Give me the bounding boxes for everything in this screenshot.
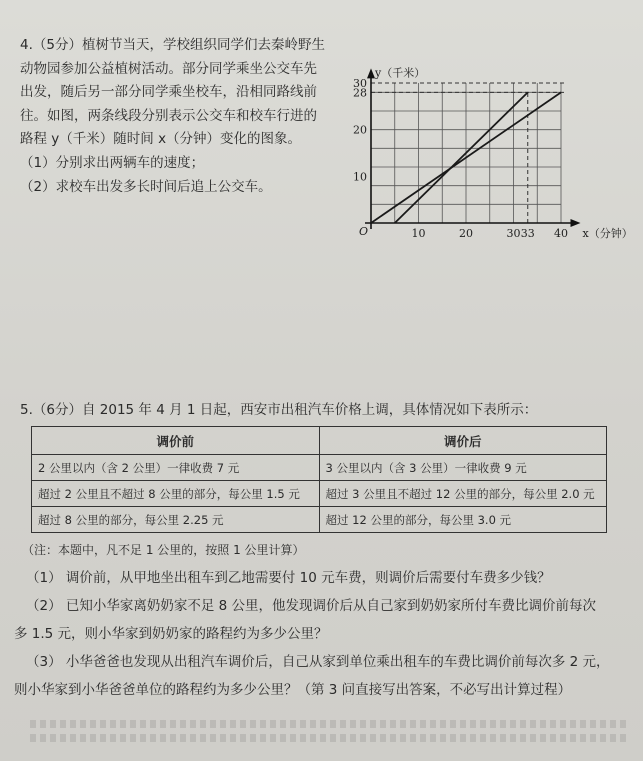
question-4 (20, 34, 350, 199)
table-row (32, 507, 607, 533)
cell-before: 2 公里以内（含 2 公里）一律收费 7 元 (32, 455, 320, 481)
q5-sub-1: （1） 调价前，从甲地坐出租车到乙地需要付 10 元车费，则调价后需要付车费多少钱？ (26, 570, 551, 586)
table-row (32, 455, 607, 481)
question-5 (14, 398, 634, 704)
q5-sub-3b: 则小华家到小华爸爸单位的路程约为多少公里？（第 3 问直接写出答案，不必写出计算过程） (14, 682, 572, 698)
graph-svg (343, 40, 643, 260)
q5-sub-2a: （2） 已知小华家离奶奶家不足 8 公里，他发现调价后从自己家到奶奶家所付车费比调价前每次 (26, 598, 597, 614)
school-bus-line (395, 92, 528, 223)
distance-time-graph (343, 40, 643, 260)
x-tick-label: 30 (506, 227, 521, 240)
y-tick-label: 28 (353, 86, 367, 100)
x-tick-label: 10 (411, 227, 426, 240)
q5-sub-3a: （3） 小华爸爸也发现从出租汽车调价后，自己从家到单位乘出租车的车费比调价前每次多 2 元， (26, 654, 610, 670)
y-tick-label: 20 (353, 123, 367, 137)
q5-note: （注：本题中，凡不足 1 公里的，按照 1 公里计算） (22, 543, 305, 557)
x-tick-label: 33 (520, 227, 535, 240)
q4-line-5: 路程 y（千米）随时间 x（分钟）变化的图象。 (20, 131, 302, 148)
cell-after: 超过 12 公里的部分，每公里 3.0 元 (319, 507, 607, 533)
cell-after: 超过 3 公里且不超过 12 公里的部分，每公里 2.0 元 (319, 481, 607, 507)
q4-part-2: （2）求校车出发多长时间后追上公交车。 (20, 178, 272, 195)
header-before: 调价前 (32, 427, 320, 455)
q5-subquestions (14, 564, 634, 704)
origin-label: O (359, 225, 369, 238)
x-axis-arrow-icon (571, 219, 581, 227)
q5-intro: 5.（6分）自 2015 年 4 月 1 日起，西安市出租汽车价格上调，具体情况如下表所示： (20, 402, 538, 418)
fare-table (31, 426, 607, 533)
header-after: 调价后 (319, 427, 607, 455)
y-axis-label: y（千米） (375, 66, 426, 80)
x-tick-label: 20 (459, 227, 473, 240)
cell-before: 超过 2 公里且不超过 8 公里的部分，每公里 1.5 元 (32, 481, 320, 507)
x-tick-label: 40 (554, 227, 568, 240)
y-tick-label: 10 (353, 170, 367, 184)
q4-line-3: 出发，随后另一部分同学乘坐校车，沿相同路线前 (20, 84, 317, 101)
table-row (32, 481, 607, 507)
q4-line-1: 4.（5分）植树节当天，学校组织同学们去秦岭野生 (20, 37, 325, 53)
y-tick-label: 30 (353, 77, 367, 90)
cell-before: 超过 8 公里的部分，每公里 2.25 元 (32, 507, 320, 533)
q5-sub-2b: 多 1.5 元，则小华家到奶奶家的路程约为多少公里？ (14, 626, 328, 642)
cell-after: 3 公里以内（含 3 公里）一律收费 9 元 (319, 455, 607, 481)
y-axis-arrow-icon (367, 68, 375, 78)
table-header-row (32, 427, 607, 455)
q4-part-1: （1）分别求出两辆车的速度； (20, 154, 205, 171)
x-axis-label: x（分钟） (582, 227, 633, 240)
q4-line-4: 往。如图，两条线段分别表示公交车和校车行进的 (20, 107, 317, 124)
q4-line-2: 动物园参加公益植树活动。部分同学乘坐公交车先 (20, 60, 317, 77)
bleed-through-text (30, 714, 630, 754)
